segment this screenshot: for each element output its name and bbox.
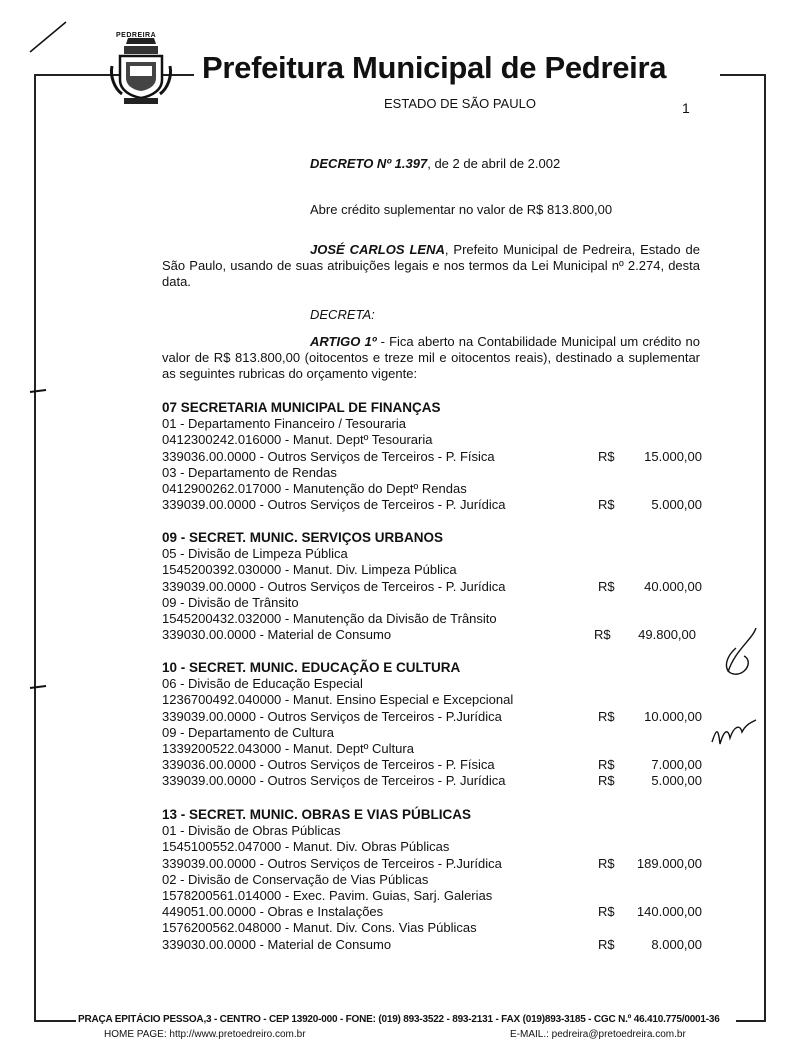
currency-symbol: R$ — [598, 448, 615, 464]
frame-bottom-right-line — [736, 1020, 766, 1022]
section-obras-vias — [162, 807, 702, 953]
section-header: 07 SECRETARIA MUNICIPAL DE FINANÇAS — [162, 400, 441, 415]
budget-line: 1576200562.048000 - Manut. Div. Cons. Vias Públicas — [162, 920, 477, 936]
budget-line: 03 - Departamento de Rendas — [162, 464, 337, 480]
section-header: 09 - SECRET. MUNIC. SERVIÇOS URBANOS — [162, 530, 444, 545]
budget-line: 339039.00.0000 - Outros Serviços de Terceiros - P. Jurídica R$ 40.000,00 — [162, 578, 702, 594]
corner-slash-mark — [30, 22, 66, 52]
budget-line: 339039.00.0000 - Outros Serviços de Terceiros - P. Jurídica R$ 5.000,00 — [162, 497, 702, 513]
margin-tick-mark — [30, 686, 46, 688]
budget-line: 339036.00.0000 - Outros Serviços de Terceiros - P. Física R$ 7.000,00 — [162, 757, 702, 773]
article-text: - Fica aberto na Contabilidade Municipal um crédito no valor de R$ 813.800,00 (oitocentos e treze mil e oitocentos reais), destinado a suplementar as seguintes rubricas do orçamento vigente: — [162, 334, 700, 381]
margin-tick-mark — [30, 390, 46, 392]
budget-line: 09 - Departamento de Cultura — [162, 724, 334, 740]
budget-line: 01 - Divisão de Obras Públicas — [162, 823, 341, 839]
budget-line: 1545200432.032000 - Manutenção da Divisão de Trânsito — [162, 610, 497, 626]
currency-symbol: R$ — [594, 627, 611, 643]
budget-line: 339036.00.0000 - Outros Serviços de Terceiros - P. Física R$ 15.000,00 — [162, 448, 702, 464]
amount-value: 8.000,00 — [651, 936, 702, 952]
page-title: Prefeitura Municipal de Pedreira — [202, 50, 667, 85]
budget-line: 339039.00.0000 - Outros Serviços de Terceiros - P. Jurídica R$ 5.000,00 — [162, 773, 702, 789]
budget-line: 339039.00.0000 - Outros Serviços de Terceiros - P.Jurídica R$ 189.000,00 — [162, 855, 702, 871]
budget-line: 0412900262.017000 - Manutenção do Deptº Rendas — [162, 480, 467, 496]
amount-value: 7.000,00 — [651, 757, 702, 773]
currency-symbol: R$ — [598, 904, 615, 920]
decreta-heading: DECRETA: — [310, 307, 375, 322]
currency-symbol: R$ — [598, 578, 615, 594]
frame-top-right-line — [720, 74, 766, 76]
decree-title — [310, 156, 560, 172]
footer-address: PRAÇA EPITÁCIO PESSOA,3 - CENTRO - CEP 13920-000 - FONE: (019) 893-3522 - 893-2131 - FAX (019)893-3185 - CGC N.º 46.410.775/0001-36 — [78, 1014, 720, 1025]
budget-line: 0412300242.016000 - Manut. Deptº Tesouraria — [162, 432, 433, 448]
budget-line: 1236700492.040000 - Manut. Ensino Especial e Excepcional — [162, 692, 514, 708]
decree-number: DECRETO Nº 1.397 — [310, 156, 428, 171]
amount-value: 49.800,00 — [638, 627, 696, 643]
footer-homepage: HOME PAGE: http://www.pretoedreiro.com.br — [104, 1029, 306, 1040]
frame-right-line — [764, 74, 766, 1020]
currency-symbol: R$ — [598, 773, 615, 789]
section-educacao-cultura — [162, 660, 702, 790]
budget-line: 1578200561.014000 - Exec. Pavim. Guias, Sarj. Galerias — [162, 887, 493, 903]
budget-line: 01 - Departamento Financeiro / Tesouraria — [162, 416, 406, 432]
section-servicos-urbanos — [162, 530, 702, 643]
amount-value: 189.000,00 — [636, 855, 702, 871]
currency-symbol: R$ — [598, 708, 615, 724]
article-label: ARTIGO 1º — [310, 334, 377, 349]
section-header: 13 - SECRET. MUNIC. OBRAS E VIAS PÚBLICAS — [162, 807, 472, 822]
budget-line: 339039.00.0000 - Outros Serviços de Terceiros - P.Jurídica R$ 10.000,00 — [162, 708, 702, 724]
signature-scribble-mark — [712, 720, 756, 744]
amount-value: 40.000,00 — [644, 578, 702, 594]
amount-value: 15.000,00 — [644, 448, 702, 464]
budget-line: 05 - Divisão de Limpeza Pública — [162, 546, 348, 562]
decree-intro — [162, 242, 700, 290]
signature-initial-mark — [726, 628, 756, 674]
amount-value: 5.000,00 — [651, 497, 702, 513]
decree-summary: Abre crédito suplementar no valor de R$ 813.800,00 — [310, 202, 613, 217]
currency-symbol: R$ — [598, 855, 615, 871]
article-1 — [162, 334, 700, 382]
currency-symbol: R$ — [598, 497, 615, 513]
amount-value: 140.000,00 — [636, 904, 702, 920]
page-number: 1 — [682, 100, 690, 116]
crest-label: PEDREIRA — [116, 32, 157, 39]
frame-left-line — [34, 74, 36, 1020]
frame-bottom-left-line — [34, 1020, 76, 1022]
state-subtitle: ESTADO DE SÃO PAULO — [384, 96, 536, 111]
amount-value: 10.000,00 — [644, 708, 702, 724]
currency-symbol: R$ — [598, 936, 615, 952]
budget-line: 1545200392.030000 - Manut. Div. Limpeza Pública — [162, 562, 457, 578]
decree-date: , de 2 de abril de 2.002 — [427, 156, 561, 171]
currency-symbol: R$ — [598, 757, 615, 773]
budget-line: 06 - Divisão de Educação Especial — [162, 676, 363, 692]
section-financas — [162, 400, 702, 513]
footer-email: E-MAIL.: pedreira@pretoedreira.com.br — [510, 1029, 686, 1040]
amount-value: 5.000,00 — [651, 773, 702, 789]
budget-line: 339030.00.0000 - Material de Consumo R$ 8.000,00 — [162, 936, 702, 952]
mayor-name: JOSÉ CARLOS LENA — [310, 242, 445, 257]
municipal-crest-icon — [108, 36, 174, 106]
section-header: 10 - SECRET. MUNIC. EDUCAÇÃO E CULTURA — [162, 660, 461, 675]
budget-line: 1545100552.047000 - Manut. Div. Obras Públicas — [162, 839, 450, 855]
budget-line: 02 - Divisão de Conservação de Vias Públicas — [162, 871, 429, 887]
intro-text: , Prefeito Municipal de Pedreira, Estado de São Paulo, usando de suas atribuições legais e nos termos da Lei Municipal nº 2.274, desta data. — [162, 242, 701, 289]
budget-line: 09 - Divisão de Trânsito — [162, 594, 299, 610]
budget-line: 339030.00.0000 - Material de Consumo R$ 49.800,00 — [162, 627, 696, 643]
budget-line: 1339200522.043000 - Manut. Deptº Cultura — [162, 740, 414, 756]
budget-line: 449051.00.0000 - Obras e Instalações R$ 140.000,00 — [162, 904, 702, 920]
